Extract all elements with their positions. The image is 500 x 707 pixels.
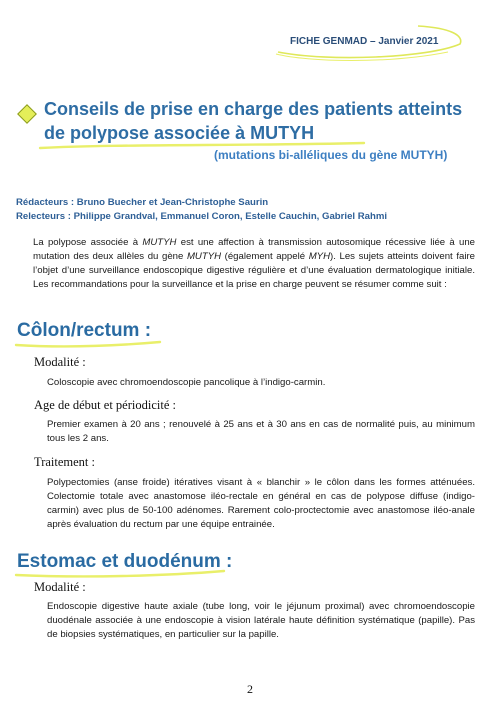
colon-modalite-label: Modalité : xyxy=(34,355,86,369)
colon-traitement-text: Polypectomies (anse froide) itératives visant à « blanchir » le côlon dans les formes atténuées. Colectomie totale avec anastomose iléo-rectale en général en cas de polypose diffuse (indigo-carmin) avec plus de 50-100 adénomes. Rarement colo-proctectomie avec anastomose iléo-anale après évaluation du rectum par une équipe entrainée. xyxy=(47,477,475,530)
title-line-2: de polypose associée à MUTYH xyxy=(44,123,315,143)
page-number: 2 xyxy=(247,682,253,696)
colon-traitement-label: Traitement : xyxy=(34,455,95,469)
subtitle: (mutations bi-alléliques du gène MUTYH) xyxy=(214,148,448,162)
intro-paragraph: La polypose associée à MUTYH est une affection à transmission autosomique récessive liée à une mutation des deux allèles du gène MUTYH (également appelé MYH). Les sujets atteints doivent faire l’objet d’une surveillance endoscopique digestive régulière et d’une évaluation dermatologique initiale. Les recommandations pour la surveillance et la prise en charge peuvent se résumer comme suit : xyxy=(33,237,476,290)
section-heading-colon: Côlon/rectum : xyxy=(17,320,152,341)
colon-age-text: Premier examen à 20 ans ; renouvelé à 25 ans et à 30 ans en cas de normalité puis, au minimum tous les 2 ans. xyxy=(47,419,475,444)
colon-modalite-text: Coloscopie avec chromoendoscopie pancolique à l’indigo-carmin. xyxy=(47,377,326,388)
estomac-modalite-label: Modalité : xyxy=(34,580,86,594)
redacteurs: Rédacteurs : Bruno Buecher et Jean-Christophe Saurin xyxy=(16,197,269,208)
estomac-heading-underline xyxy=(14,568,228,580)
title-line-1: Conseils de prise en charge des patients atteints xyxy=(44,99,463,119)
header-label: FICHE GENMAD – Janvier 2021 xyxy=(290,36,439,47)
estomac-modalite-text: Endoscopie digestive haute axiale (tube long, voir le jéjunum proximal) avec chromoendoscopie duodénale associée à une endoscopie à vision latérale haute définition systématique (papille). Pas de biopsies systématiques, en particulier sur la papille. xyxy=(47,601,475,640)
relecteurs: Relecteurs : Philippe Grandval, Emmanuel Coron, Estelle Cauchin, Gabriel Rahmi xyxy=(16,211,388,222)
colon-heading-underline xyxy=(14,338,164,350)
header-badge xyxy=(268,22,468,64)
diamond-bullet-icon xyxy=(17,104,37,124)
section-heading-estomac: Estomac et duodénum : xyxy=(17,551,233,572)
colon-age-label: Age de début et périodicité : xyxy=(34,398,176,412)
